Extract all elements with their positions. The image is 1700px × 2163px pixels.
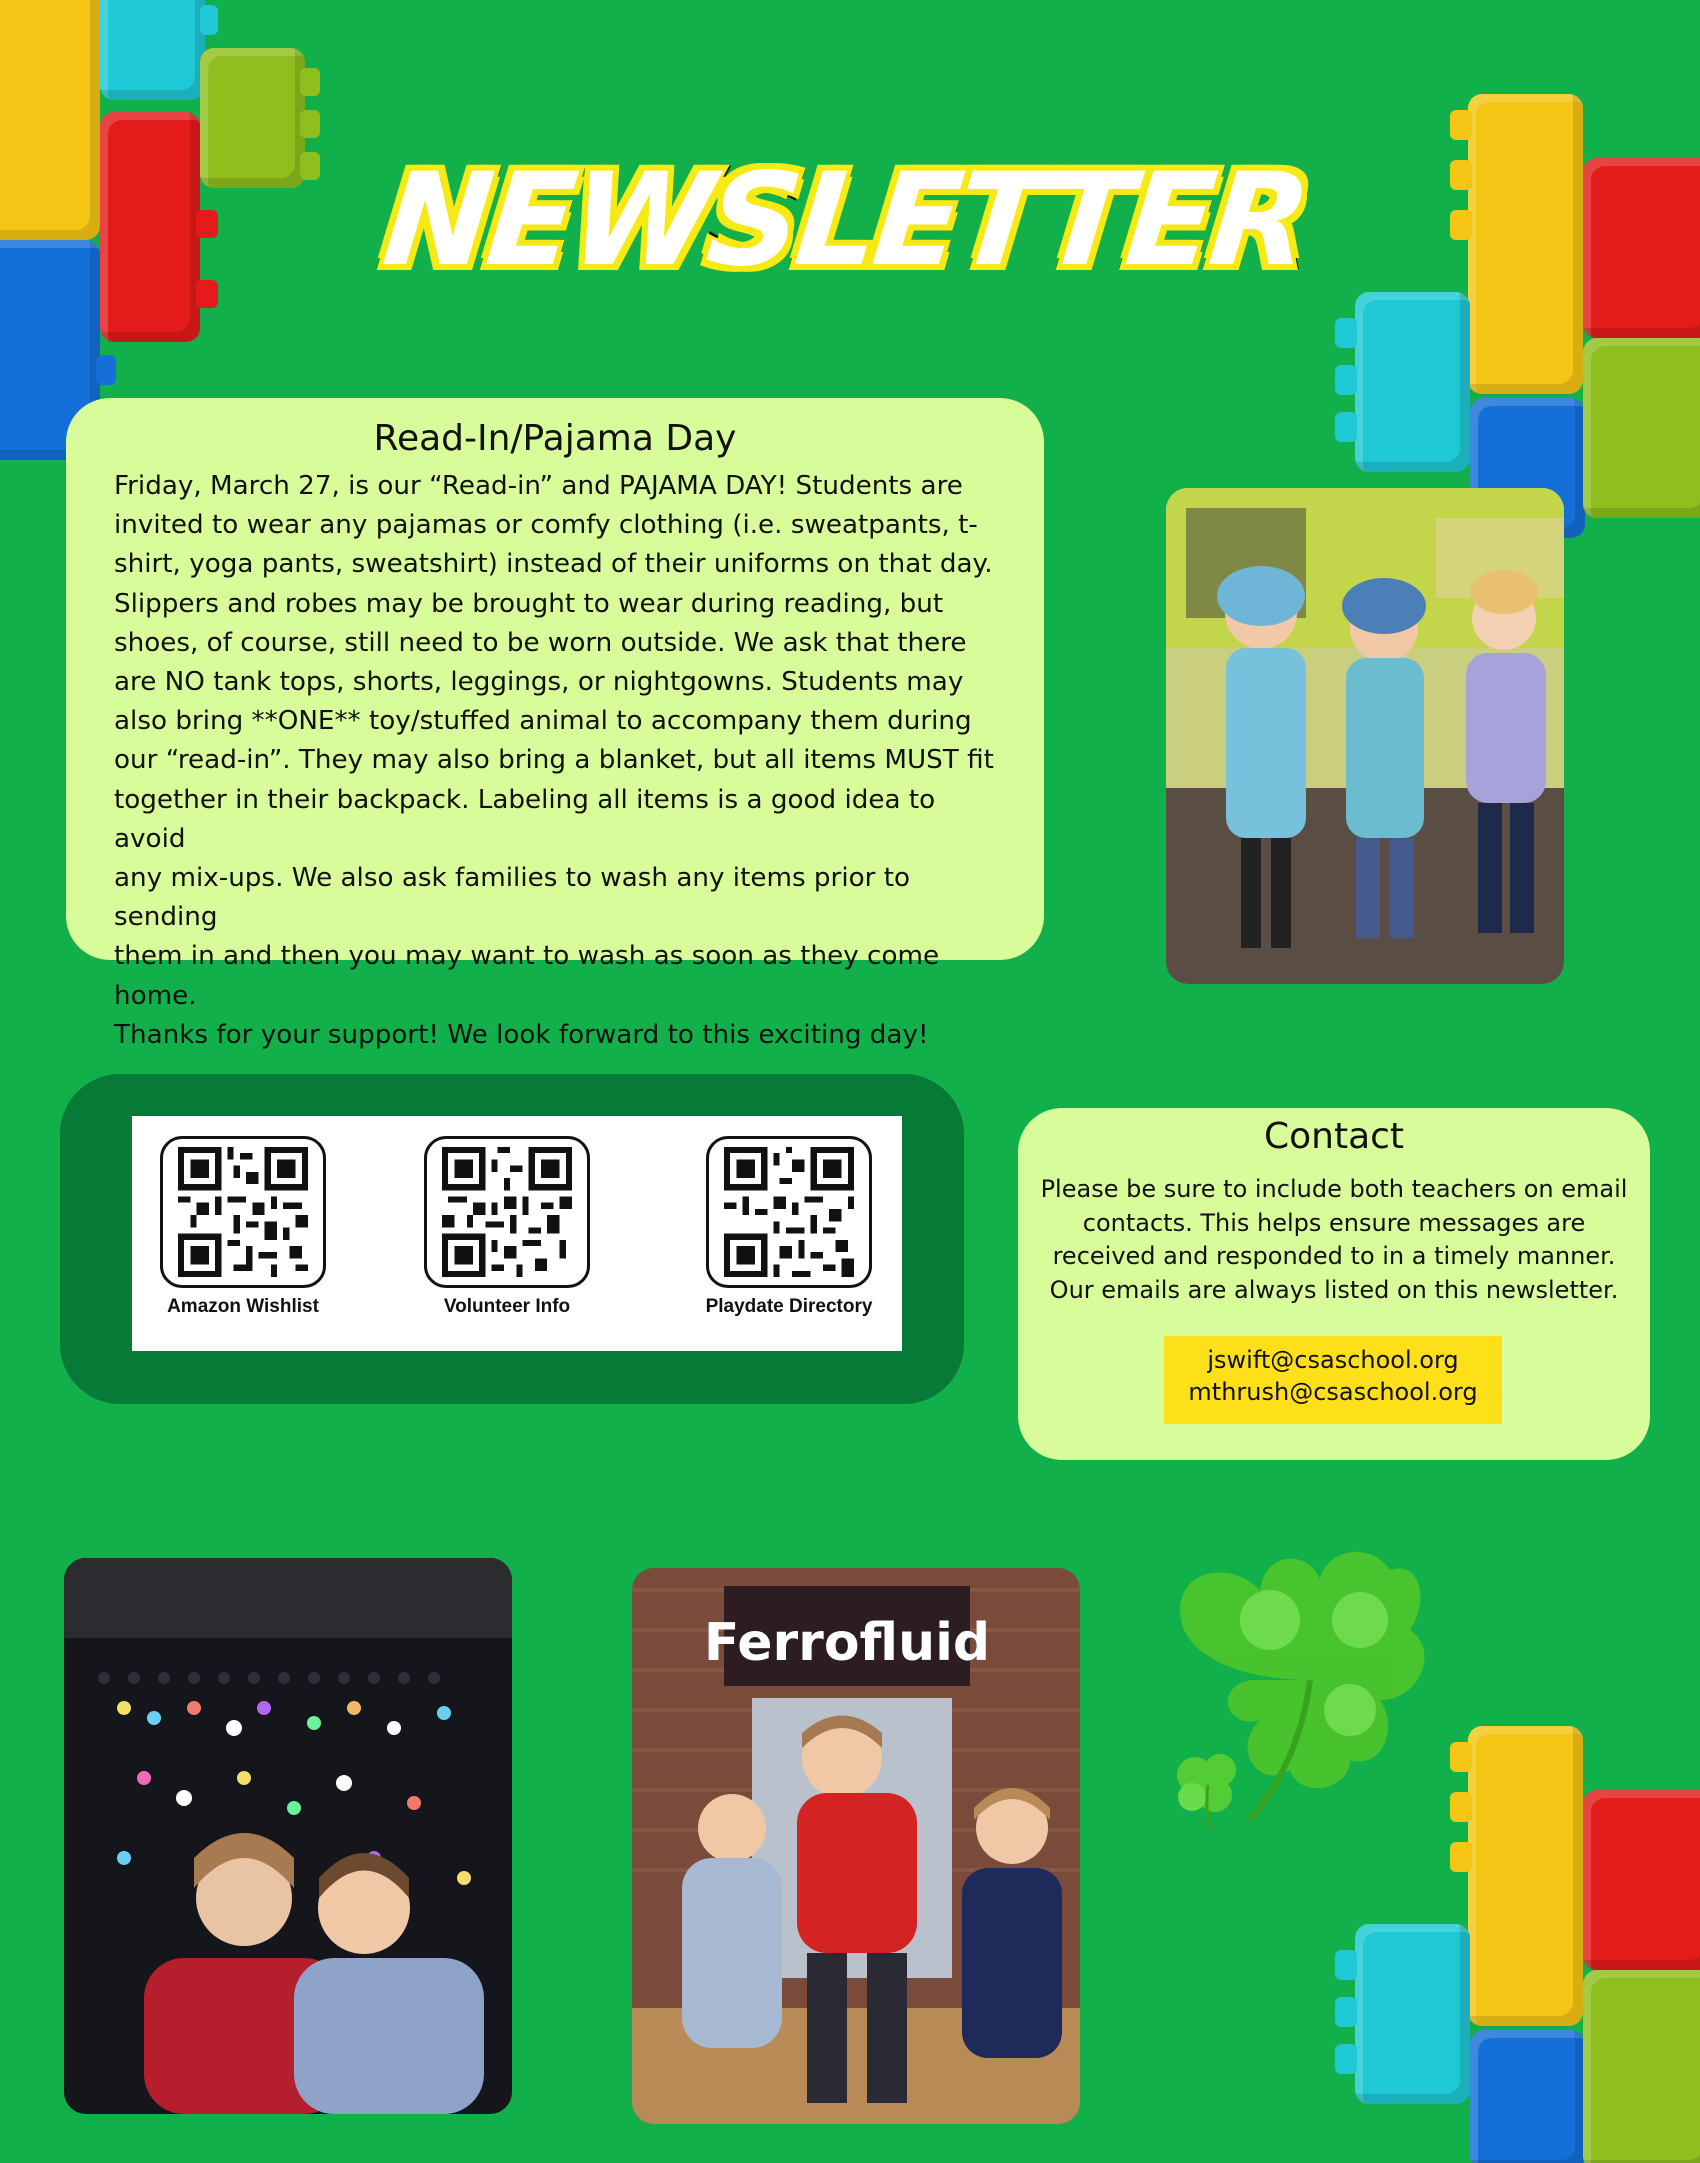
- contact-panel: [1018, 1108, 1650, 1460]
- cyan-brick: [1355, 1924, 1470, 2104]
- cyan-brick: [100, 0, 205, 100]
- red-brick: [1583, 1790, 1700, 1970]
- qr-code-icon[interactable]: [706, 1136, 872, 1288]
- read-in-title: Read-In/Pajama Day: [373, 418, 737, 459]
- qr-label: Volunteer Info: [443, 1296, 571, 1317]
- pajama-day-photo: [1166, 488, 1564, 984]
- qr-code-icon[interactable]: [424, 1136, 590, 1288]
- read-in-line: Friday, March 27, is our “Read-in” and PAJAMA DAY! Students are: [114, 471, 963, 501]
- red-brick: [1583, 158, 1700, 338]
- contact-line: contacts. This helps ensure messages are: [1082, 1208, 1586, 1237]
- email-list: [1164, 1336, 1502, 1424]
- read-in-line: shirt, yoga pants, sweatshirt) instead of their uniforms on that day.: [114, 549, 993, 580]
- email-link[interactable]: mthrush@csaschool.org: [1188, 1378, 1478, 1406]
- yellow-brick: [0, 0, 100, 240]
- read-in-line: are NO tank tops, shorts, leggings, or nightgowns. Students may: [114, 667, 964, 698]
- red-brick: [100, 112, 200, 342]
- read-in-line: Slippers and robes may be brought to wear during reading, but: [114, 588, 944, 619]
- green-brick: [1583, 338, 1700, 518]
- yellow-brick: [1468, 94, 1583, 394]
- ferrofluid-sign-text: Ferrofluid: [703, 1613, 991, 1673]
- read-in-line: invited to wear any pajamas or comfy clothing (i.e. sweatpants, t-: [114, 510, 978, 541]
- light-wall-photo: [64, 1558, 512, 2114]
- read-in-body: [114, 467, 996, 1055]
- blue-brick: [1470, 2030, 1585, 2163]
- read-in-panel: [66, 398, 1044, 1050]
- read-in-line: shoes, of course, still need to be worn outside. We ask that there: [114, 627, 967, 658]
- email-link[interactable]: jswift@csaschool.org: [1207, 1346, 1459, 1374]
- read-in-line: any mix-ups. We also ask families to wash any items prior to sending: [114, 863, 910, 933]
- newsletter-title: NEWSLETTER: [376, 145, 1314, 295]
- ferrofluid-photo: [632, 1568, 1080, 2124]
- qr-label: Amazon Wishlist: [167, 1296, 319, 1317]
- qr-code-icon[interactable]: [160, 1136, 326, 1288]
- yellow-brick: [1468, 1726, 1583, 2026]
- contact-line: Our emails are always listed on this newsletter.: [1049, 1275, 1619, 1304]
- read-in-line: our “read-in”. They may also bring a blanket, but all items MUST fit: [114, 745, 994, 776]
- qr-playdate-directory[interactable]: [694, 1136, 884, 1318]
- read-in-line: also bring **ONE** toy/stuffed animal to accompany them during: [114, 706, 972, 737]
- contact-line: Please be sure to include both teachers on email: [1040, 1175, 1628, 1203]
- read-in-line: them in and then you may want to wash as soon as they come home.: [114, 941, 940, 1011]
- green-brick: [200, 48, 305, 188]
- read-in-line: Thanks for your support! We look forward to this exciting day!: [114, 1019, 929, 1050]
- cyan-brick: [1355, 292, 1470, 472]
- small-shamrock-icon: [1160, 1735, 1260, 1835]
- newsletter-title-banner: [376, 140, 1314, 300]
- read-in-line: together in their backpack. Labeling all items is a good idea to avoid: [114, 784, 936, 854]
- qr-volunteer-info[interactable]: [422, 1136, 592, 1318]
- green-brick: [1583, 1970, 1700, 2163]
- contact-body: [1018, 1173, 1650, 1307]
- qr-codes-card: [132, 1116, 902, 1351]
- contact-line: received and responded to in a timely manner.: [1052, 1242, 1616, 1270]
- qr-amazon-wishlist[interactable]: [158, 1136, 328, 1318]
- contact-title: Contact: [1263, 1116, 1405, 1157]
- qr-label: Playdate Directory: [705, 1296, 873, 1317]
